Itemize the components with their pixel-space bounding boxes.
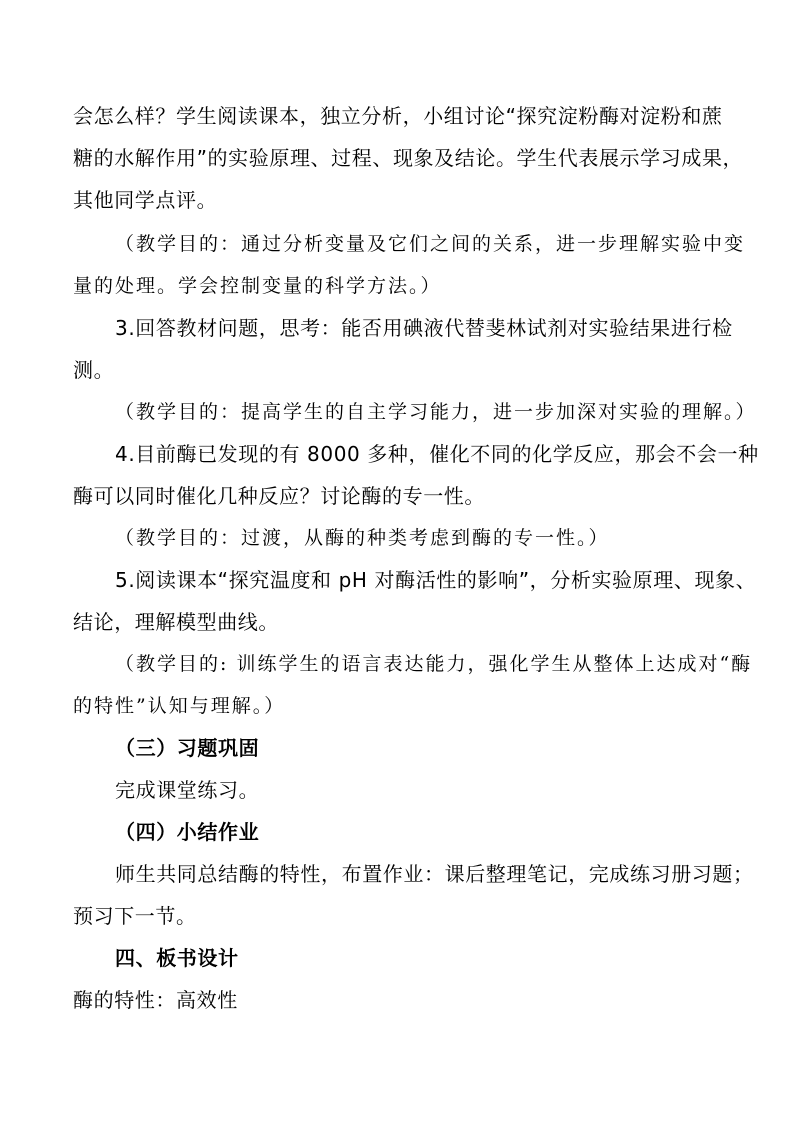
text-line: 师生共同总结酶的特性，布置作业：课后整理笔记，完成练习册习题；: [115, 862, 754, 886]
teaching-note-line: 量的处理。学会控制变量的科学方法。）: [73, 275, 442, 297]
text-line: 糖的水解作用”的实验原理、过程、现象及结论。学生代表展示学习成果，: [73, 146, 744, 170]
text-line: 完成课堂练习。: [115, 778, 260, 802]
text-line: 3.回答教材问题，思考：能否用碘液代替斐林试剂对实验结果进行检: [115, 316, 733, 340]
section-heading: 四、板书设计: [115, 946, 239, 970]
text-line: 结论，理解模型曲线。: [73, 610, 279, 634]
teaching-note-line: （教学目的：通过分析变量及它们之间的关系，进一步理解实验中变: [115, 233, 746, 255]
text-line: 其他同学点评。: [73, 188, 218, 212]
text-line: 酶的特性：高效性: [73, 988, 238, 1012]
text-line: 酶可以同时催化几种反应？讨论酶的专一性。: [73, 484, 485, 508]
section-heading: （三）习题巩固: [115, 736, 260, 760]
teaching-note-line: （教学目的：过渡，从酶的种类考虑到酶的专一性。）: [115, 527, 610, 549]
text-line: 测。: [73, 358, 115, 382]
teaching-note-line: 的特性”认知与理解。）: [73, 695, 286, 717]
text-line: 4.目前酶已发现的有 8000 多种，催化不同的化学反应，那会不会一种: [115, 442, 759, 466]
text-line: 会怎么样？学生阅读课本，独立分析，小组讨论“探究淀粉酶对淀粉和蔗: [73, 104, 723, 128]
text-line: 5.阅读课本“探究温度和 pH 对酶活性的影响”，分析实验原理、现象、: [115, 568, 757, 592]
text-line: 预习下一节。: [73, 904, 197, 928]
teaching-note-line: （教学目的：提高学生的自主学习能力，进一步加深对实验的理解。）: [115, 401, 757, 423]
section-heading: （四）小结作业: [115, 820, 260, 844]
teaching-note-line: （教学目的: 训练学生的语言表达能力，强化学生从整体上达成对“酶: [115, 653, 753, 675]
